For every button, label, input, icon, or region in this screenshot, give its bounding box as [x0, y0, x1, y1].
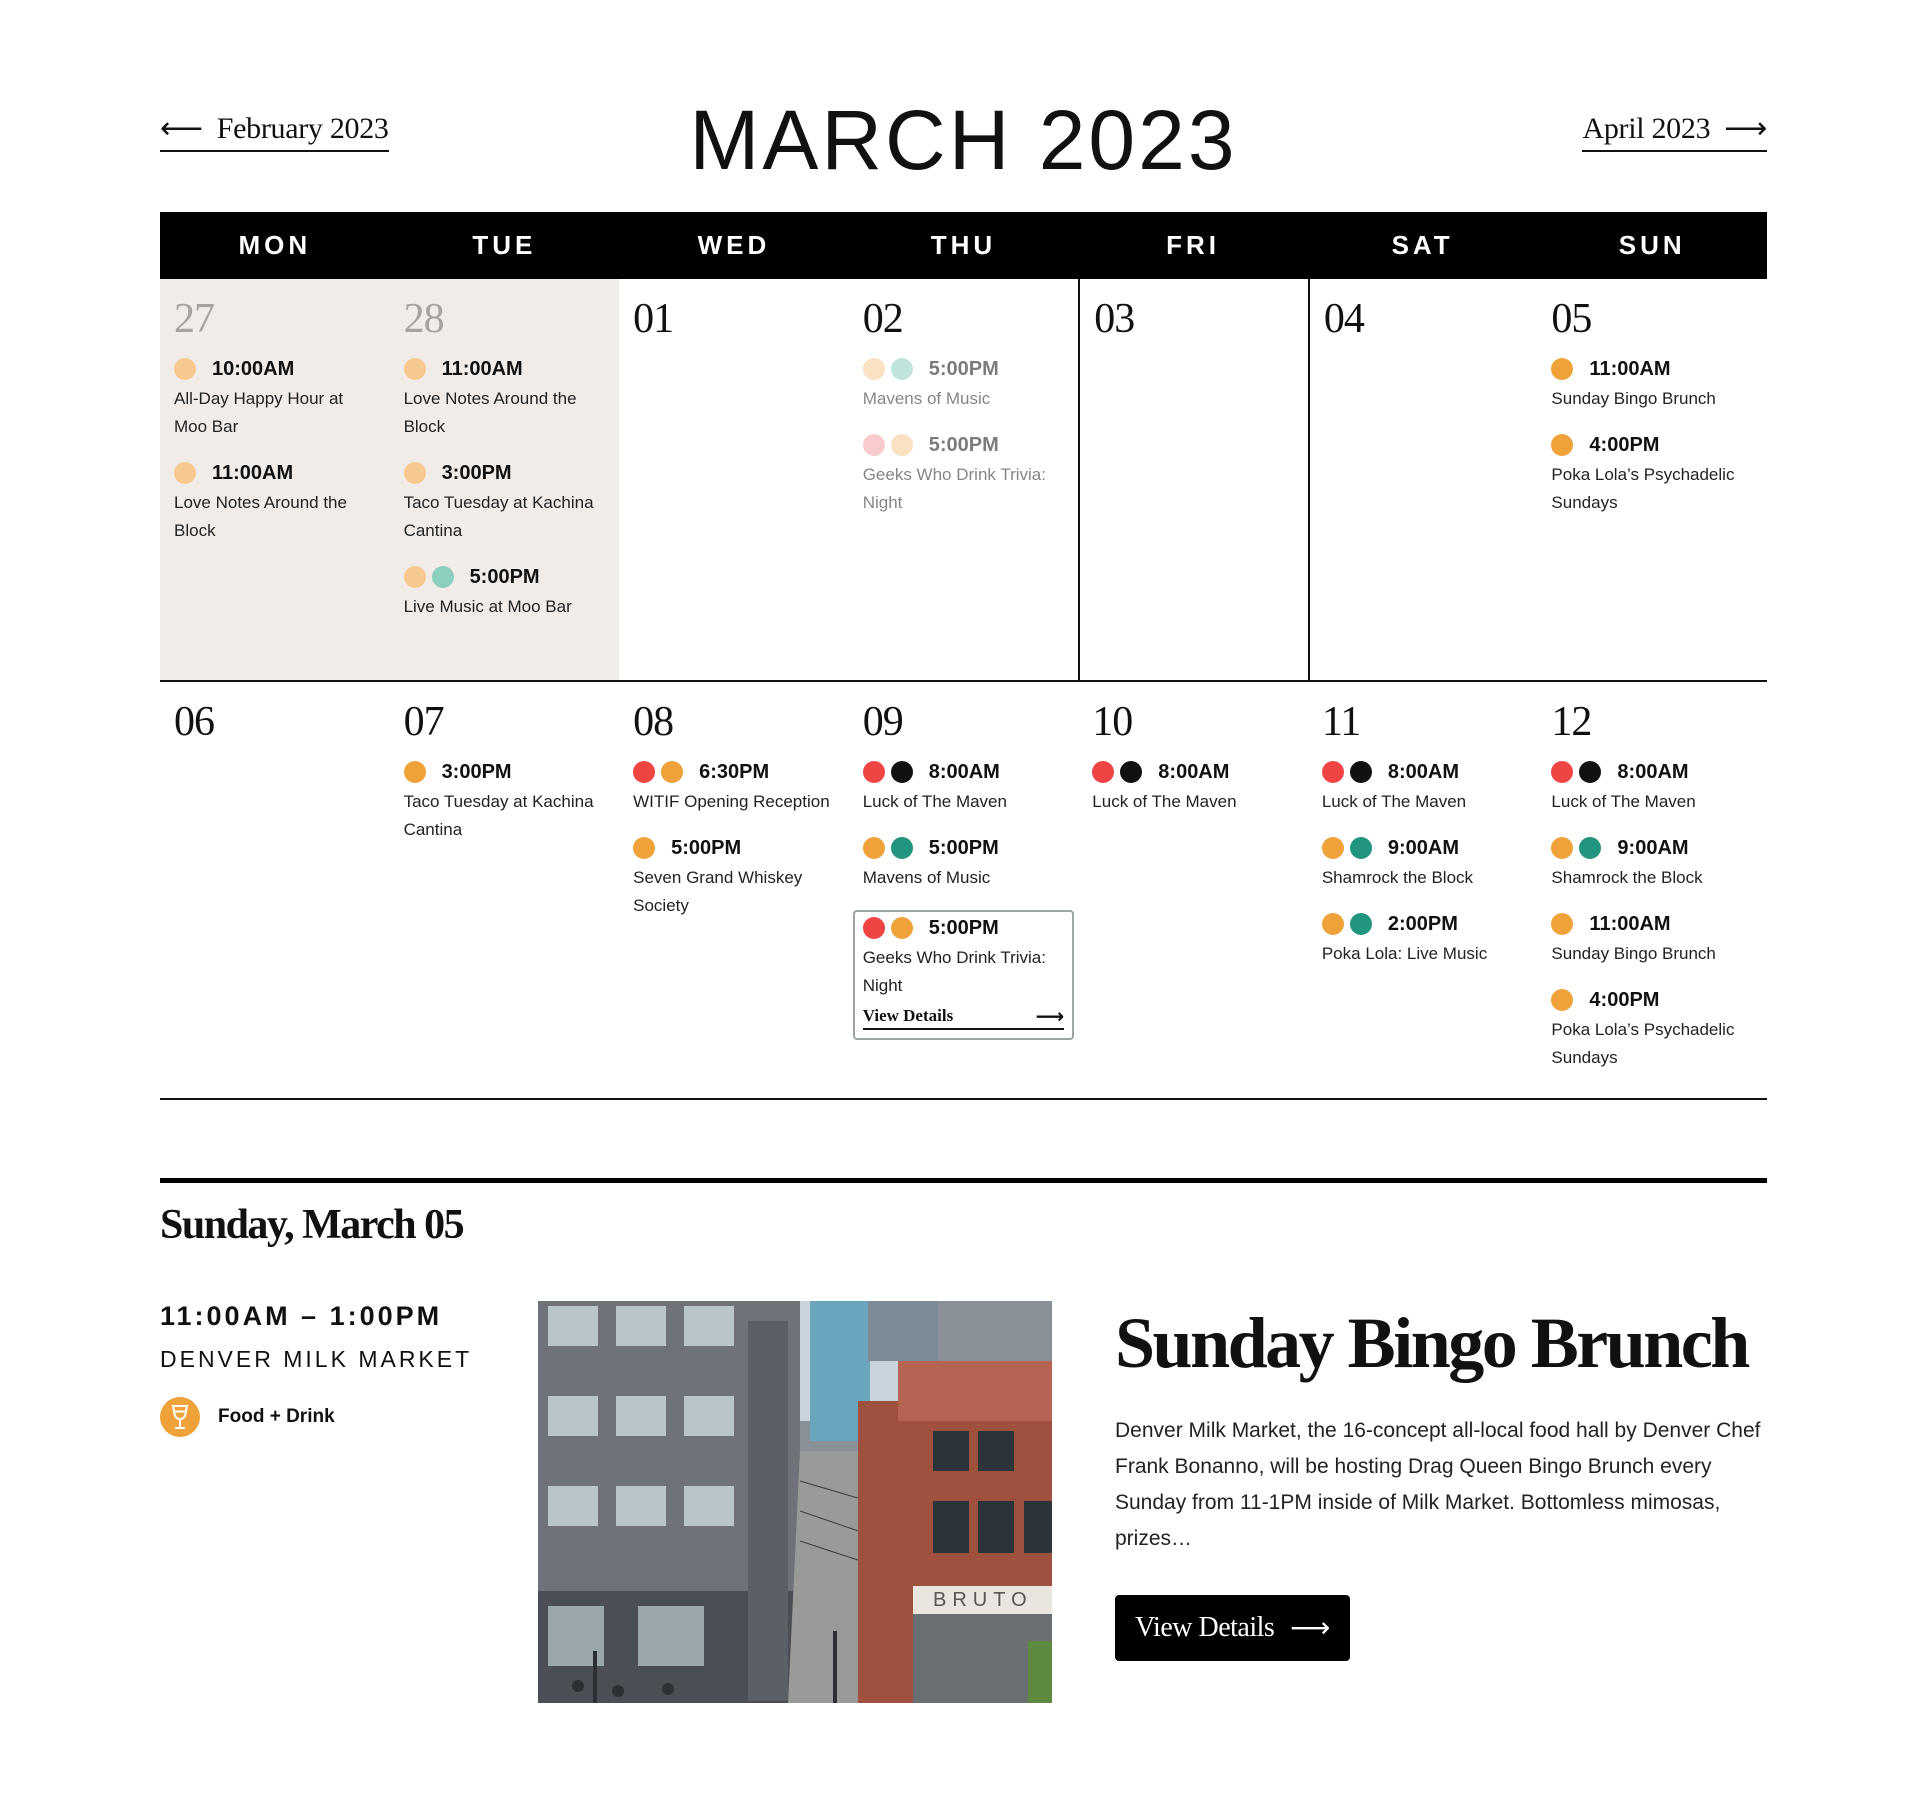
event-time: 4:00PM — [1589, 433, 1660, 456]
calendar-day[interactable] — [619, 682, 849, 1098]
month-navigation — [160, 92, 1767, 187]
category-dot-icon — [891, 837, 913, 859]
category-dot-icon — [1551, 837, 1573, 859]
event-summary — [1115, 1301, 1775, 1661]
event-header — [1322, 910, 1524, 938]
next-month-link[interactable] — [1582, 112, 1767, 152]
event-header — [863, 758, 1065, 786]
calendar-day[interactable] — [1078, 682, 1308, 1098]
calendar-day[interactable] — [160, 682, 390, 1098]
event-header — [1551, 758, 1753, 786]
event-time: 9:00AM — [1387, 836, 1459, 859]
calendar-event[interactable] — [1322, 834, 1524, 892]
arrow-right-icon: ⟶ — [1290, 1611, 1330, 1644]
event-header — [863, 914, 1065, 942]
event-title: Taco Tuesday at Kachina Cantina — [403, 792, 594, 839]
calendar-event[interactable] — [404, 563, 606, 621]
category-dot-icon — [404, 566, 426, 588]
event-title: Mavens of Music — [862, 868, 991, 887]
day-number: 04 — [1323, 296, 1364, 342]
category-dot-icon — [1551, 989, 1573, 1011]
weekday-label: MON — [238, 230, 312, 260]
calendar-grid — [160, 212, 1767, 1100]
category-dot-icon — [1551, 358, 1573, 380]
day-number: 27 — [174, 296, 214, 342]
weekday-label: THU — [930, 230, 997, 260]
event-title: Luck of The Maven — [862, 792, 1007, 811]
month-title: MARCH 2023 — [689, 93, 1238, 187]
event-header — [863, 355, 1065, 383]
event-title: Shamrock the Block — [1321, 868, 1474, 887]
calendar-event[interactable] — [633, 834, 835, 920]
category-dot-icon — [1120, 761, 1142, 783]
event-time: 11:00AM — [1589, 357, 1671, 380]
calendar-event[interactable] — [863, 431, 1065, 517]
category-dot-icon — [863, 761, 885, 783]
calendar-event[interactable] — [1092, 758, 1294, 816]
event-header — [1551, 431, 1753, 459]
calendar-event[interactable] — [633, 758, 835, 816]
event-title: Sunday Bingo Brunch — [1551, 944, 1716, 963]
event-title: All-Day Happy Hour at Moo Bar — [174, 389, 344, 436]
calendar-day[interactable] — [390, 682, 620, 1098]
event-header — [404, 459, 606, 487]
event-header — [404, 563, 606, 591]
category-dot-icon — [404, 462, 426, 484]
event-title: Mavens of Music — [862, 389, 991, 408]
calendar-event[interactable] — [1322, 910, 1524, 968]
calendar-event[interactable] — [1551, 758, 1753, 816]
category-dot-icon — [633, 837, 655, 859]
calendar-day[interactable] — [1078, 279, 1308, 680]
event-title: Sunday Bingo Brunch — [1551, 389, 1716, 408]
category-dot-icon — [661, 761, 683, 783]
event-time: 10:00AM — [212, 357, 295, 380]
calendar-day[interactable] — [1537, 682, 1767, 1098]
calendar-event[interactable] — [1551, 834, 1753, 892]
arrow-left-icon: ⟵ — [160, 111, 203, 146]
category-dot-icon — [891, 917, 913, 939]
day-number: 05 — [1551, 296, 1592, 342]
calendar-day[interactable] — [849, 682, 1079, 1098]
event-time: 3:00PM — [441, 760, 512, 783]
event-title: Taco Tuesday at Kachina Cantina — [403, 493, 594, 540]
event-header — [404, 355, 606, 383]
category-dot-icon — [404, 358, 426, 380]
event-header — [633, 834, 835, 862]
event-photo — [538, 1301, 1052, 1703]
category-dot-icon — [891, 358, 913, 380]
event-title: Shamrock the Block — [1551, 868, 1703, 887]
category-dot-icon — [891, 434, 913, 456]
view-details-button[interactable] — [1115, 1595, 1350, 1661]
category-dot-icon — [1322, 837, 1344, 859]
calendar-event[interactable] — [174, 355, 376, 441]
category-dot-icon — [1350, 761, 1372, 783]
category-dot-icon — [633, 761, 655, 783]
event-title: Luck of The Maven — [1092, 792, 1237, 811]
event-time: 11:00AM — [1589, 912, 1671, 935]
event-title: Geeks Who Drink Trivia: Night — [862, 948, 1046, 995]
event-title: Luck of The Maven — [1551, 792, 1696, 811]
calendar-event[interactable] — [863, 355, 1065, 413]
category-dot-icon — [863, 917, 885, 939]
event-time: 5:00PM — [928, 836, 999, 859]
calendar-day[interactable] — [1308, 682, 1538, 1098]
arrow-right-icon: ⟶ — [1035, 1004, 1065, 1028]
event-header — [404, 758, 606, 786]
calendar-day[interactable] — [619, 279, 849, 680]
selected-date: Sunday, March 05 — [160, 1202, 464, 1248]
event-time: 6:30PM — [699, 760, 770, 783]
calendar-day[interactable] — [390, 279, 620, 680]
calendar-event[interactable] — [853, 910, 1075, 1040]
calendar-event[interactable] — [404, 459, 606, 545]
category-dot-icon — [404, 761, 426, 783]
event-title: WITIF Opening Reception — [633, 792, 830, 811]
event-title: Poka Lola’s Psychadelic Sundays — [1551, 465, 1735, 512]
event-description: Denver Milk Market, the 16-concept all-local food hall by Denver Chef Frank Bonanno, will be hosting Drag Queen Bingo Brunch every Sunday from 11-1PM inside of Milk Market. Bottomless mimosas, prizes… — [1115, 1419, 1761, 1550]
event-time: 4:00PM — [1589, 988, 1660, 1011]
event-time: 8:00AM — [1617, 760, 1689, 783]
wine-glass-icon — [160, 1397, 200, 1437]
event-title: Poka Lola: Live Music — [1321, 944, 1488, 963]
weekday-label: SUN — [1618, 230, 1686, 260]
day-number: 11 — [1321, 699, 1361, 745]
view-details-label: View Details — [862, 1006, 954, 1025]
previous-month-label: February 2023 — [216, 112, 389, 145]
category-dot-icon — [174, 358, 196, 380]
event-time: 5:00PM — [928, 357, 999, 380]
day-number: 07 — [403, 699, 444, 745]
weekday-header — [160, 212, 1767, 279]
category-dot-icon — [1579, 761, 1601, 783]
event-header — [1322, 834, 1524, 862]
day-number: 06 — [174, 699, 214, 745]
category-dot-icon — [1350, 837, 1372, 859]
weekday-label: SAT — [1391, 230, 1454, 260]
event-title: Poka Lola’s Psychadelic Sundays — [1551, 1020, 1735, 1067]
event-header — [174, 459, 376, 487]
calendar-event[interactable] — [404, 355, 606, 441]
day-number: 01 — [633, 296, 674, 342]
event-title: Love Notes Around the Block — [174, 493, 347, 540]
calendar-event[interactable] — [174, 459, 376, 545]
event-header — [1322, 758, 1524, 786]
category-dot-icon — [863, 358, 885, 380]
event-category[interactable] — [160, 1397, 500, 1437]
event-header — [1551, 355, 1753, 383]
event-time: 8:00AM — [1158, 760, 1230, 783]
day-number: 02 — [862, 296, 903, 342]
category-label: Food + Drink — [218, 1406, 335, 1427]
category-dot-icon — [863, 837, 885, 859]
event-title: Luck of The Maven — [1321, 792, 1467, 811]
category-dot-icon — [891, 761, 913, 783]
event-header — [174, 355, 376, 383]
calendar-event[interactable] — [1322, 758, 1524, 816]
weekday-label: TUE — [472, 230, 537, 260]
view-details-link[interactable] — [863, 1006, 1065, 1030]
calendar-week — [160, 682, 1767, 1100]
arrow-right-icon: ⟶ — [1724, 111, 1767, 146]
event-venue: DENVER MILK MARKET — [160, 1346, 473, 1372]
bruto-sign-text: BRUTO — [933, 1589, 1033, 1611]
event-time: 5:00PM — [469, 565, 540, 588]
event-title: Geeks Who Drink Trivia: Night — [862, 465, 1046, 512]
event-meta — [160, 1301, 500, 1437]
day-number: 09 — [862, 699, 903, 745]
event-time: 5:00PM — [671, 836, 742, 859]
weekday-label: FRI — [1166, 230, 1220, 260]
calendar-event[interactable] — [1551, 355, 1753, 413]
calendar-event[interactable] — [863, 834, 1065, 892]
category-dot-icon — [863, 434, 885, 456]
event-time: 8:00AM — [928, 760, 1000, 783]
event-time: 11:00AM — [441, 357, 523, 380]
category-dot-icon — [1551, 761, 1573, 783]
event-header — [1551, 910, 1753, 938]
category-dot-icon — [1579, 837, 1601, 859]
calendar-day[interactable] — [1308, 279, 1538, 680]
category-dot-icon — [1322, 913, 1344, 935]
event-time: 2:00PM — [1387, 912, 1458, 935]
event-detail-panel — [160, 1178, 1767, 1718]
event-header — [1551, 986, 1753, 1014]
day-number: 08 — [633, 699, 674, 745]
calendar-day[interactable] — [1537, 279, 1767, 680]
category-dot-icon — [1092, 761, 1114, 783]
day-number: 28 — [403, 296, 444, 342]
category-dot-icon — [174, 462, 196, 484]
event-time: 3:00PM — [441, 461, 512, 484]
event-header — [1092, 758, 1294, 786]
calendar-day[interactable] — [849, 279, 1079, 680]
category-dot-icon — [432, 566, 454, 588]
calendar-week — [160, 279, 1767, 682]
event-title: Live Music at Moo Bar — [403, 597, 572, 616]
category-dot-icon — [1551, 434, 1573, 456]
calendar-day[interactable] — [160, 279, 390, 680]
calendar-event[interactable] — [404, 758, 606, 844]
event-hours: 11:00AM – 1:00PM — [160, 1301, 443, 1331]
day-number: 10 — [1092, 699, 1133, 745]
category-dot-icon — [1322, 761, 1344, 783]
weekday-label: WED — [697, 230, 771, 260]
view-details-label: View Details — [1135, 1612, 1275, 1643]
event-header — [863, 834, 1065, 862]
event-time: 8:00AM — [1387, 760, 1459, 783]
calendar-event[interactable] — [1551, 431, 1753, 517]
event-time: 5:00PM — [928, 433, 999, 456]
calendar-event[interactable] — [1551, 910, 1753, 968]
event-title: Seven Grand Whiskey Society — [633, 868, 803, 915]
next-month-label: April 2023 — [1582, 112, 1711, 145]
category-dot-icon — [1551, 913, 1573, 935]
day-number: 12 — [1551, 699, 1592, 745]
calendar-event[interactable] — [863, 758, 1065, 816]
event-time: 5:00PM — [928, 916, 999, 939]
category-dot-icon — [1350, 913, 1372, 935]
event-header — [633, 758, 835, 786]
event-time: 9:00AM — [1617, 836, 1689, 859]
event-title: Love Notes Around the Block — [403, 389, 577, 436]
event-header — [1551, 834, 1753, 862]
event-title: Sunday Bingo Brunch — [1115, 1303, 1748, 1383]
calendar-event[interactable] — [1551, 986, 1753, 1072]
day-number: 03 — [1094, 296, 1135, 342]
event-header — [863, 431, 1065, 459]
event-time: 11:00AM — [212, 461, 294, 484]
